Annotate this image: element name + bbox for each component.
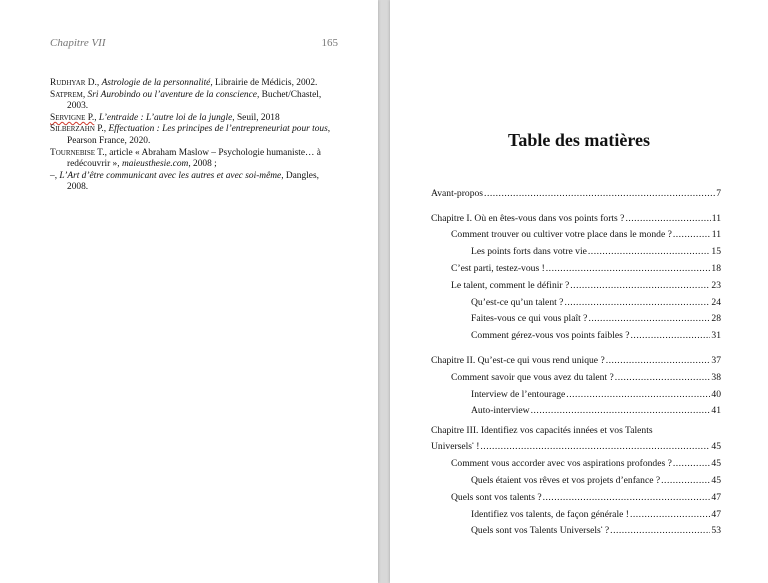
bib-title: Sri Aurobindo ou l’aventure de la conscience	[87, 89, 257, 100]
bib-title: Astrologie de la personnalité	[101, 78, 211, 88]
dot-leader	[566, 389, 710, 400]
bib-article: , article « Abraham Maslow – Psychologie humaniste… à redécouvrir »,	[67, 147, 321, 170]
toc-page: 45	[711, 474, 721, 486]
dot-leader	[625, 213, 710, 224]
bib-title: L’Art d’être communicant avec les autres et avec soi-même	[59, 170, 282, 181]
toc-page: 18	[711, 262, 721, 274]
bib-author: Tournebise T.	[50, 147, 105, 158]
toc-page: 11	[711, 229, 721, 241]
dot-leader	[615, 372, 711, 383]
bib-publisher: , Pearson France, 2020.	[67, 124, 331, 146]
toc-label: Quels sont vos Talents Universels• ?	[471, 525, 610, 537]
toc-entry[interactable]	[471, 503, 721, 520]
toc-label: Qu’est-ce qu’un talent ?	[471, 296, 564, 308]
toc-label: C’est parti, testez-vous !	[451, 262, 545, 274]
toc-entry[interactable]	[451, 452, 721, 469]
toc-page: 15	[711, 246, 721, 258]
left-page	[0, 0, 378, 583]
toc-page: 31	[711, 330, 721, 342]
toc-entry[interactable]	[471, 520, 721, 537]
bib-title: Effectuation : Les principes de l’entrepreneuriat pour tous	[108, 124, 328, 135]
toc-label: Chapitre I. Où en êtes-vous dans vos points forts ?	[431, 212, 625, 224]
bib-author: Servigne P.	[50, 112, 95, 123]
bibliography-entry	[50, 148, 342, 171]
toc-page: 37	[711, 354, 721, 366]
bib-publisher: , Librairie de Médicis, 2002.	[210, 78, 318, 88]
toc-label-line1: Chapitre III. Identifiez vos capacités innées et vos Talents	[431, 425, 653, 437]
toc-entry[interactable]	[471, 400, 721, 417]
dot-leader	[588, 313, 710, 324]
page-number: 165	[321, 37, 338, 49]
toc-page: 47	[711, 508, 721, 520]
dot-leader	[673, 229, 711, 240]
toc-entry[interactable]	[431, 207, 721, 224]
toc-entry[interactable]	[431, 182, 721, 199]
dot-leader	[673, 458, 711, 469]
toc-label: Le talent, comment le définir ?	[451, 279, 570, 291]
toc-page: 53	[711, 525, 721, 537]
bibliography-entry: Satprem, Sri Aurobindo ou l’aventure de la conscience, Buchet/Chastel, 2003.	[50, 89, 322, 112]
toc-entry[interactable]	[451, 224, 721, 241]
toc-label: Quels sont vos talents ?	[451, 491, 542, 503]
toc-entry[interactable]	[451, 366, 721, 383]
bibliography-entry: Servigne P., L’entraide : L’autre loi de la jungle, Seuil, 2018	[50, 112, 280, 123]
toc-label: Comment trouver ou cultiver votre place dans le monde ?	[451, 229, 672, 241]
right-page	[390, 0, 768, 583]
toc-page: 38	[711, 371, 721, 383]
toc-entry[interactable]	[471, 308, 721, 325]
dot-leader	[610, 525, 710, 536]
toc-label: Avant-propos	[431, 187, 484, 199]
dot-leader	[484, 188, 715, 199]
bibliography-entry: Rudhyar D., Astrologie de la personnalité, Librairie de Médicis, 2002.	[50, 78, 318, 88]
bib-author: –	[50, 170, 55, 181]
bib-publisher: , 2008 ;	[188, 159, 217, 170]
toc-label: Quels étaient vos rêves et vos projets d’enfance ?	[471, 474, 661, 486]
toc-title: Table des matières	[508, 130, 650, 150]
toc-page: 28	[711, 313, 721, 325]
dot-leader	[480, 441, 710, 452]
bib-author: Silberzahn P.	[50, 124, 104, 135]
toc-entry[interactable]	[471, 240, 721, 257]
toc-page: 45	[711, 441, 721, 453]
bibliography	[50, 78, 342, 194]
bib-publisher: , Seuil, 2018	[232, 112, 280, 123]
dot-leader	[546, 263, 711, 274]
toc-page: 11	[711, 212, 721, 224]
table-of-contents	[431, 182, 721, 536]
toc-entry[interactable]	[451, 257, 721, 274]
bib-publisher: , Buchet/Chastel, 2003.	[67, 89, 322, 112]
running-head	[50, 37, 338, 49]
toc-label: Faites-vous ce qui vous plaît ?	[471, 313, 588, 325]
toc-page: 7	[716, 187, 721, 199]
toc-entry[interactable]	[431, 349, 721, 366]
bib-author: Rudhyar D.	[50, 78, 97, 88]
toc-label: Comment gérez-vous vos points faibles ?	[471, 330, 630, 342]
toc-label: Interview de l’entourage	[471, 388, 566, 400]
toc-entry[interactable]	[471, 383, 721, 400]
dot-leader	[543, 492, 711, 503]
dot-leader	[564, 297, 710, 308]
bib-title: maieusthesie.com	[121, 159, 189, 170]
toc-entry[interactable]	[471, 469, 721, 486]
toc-page: 41	[711, 405, 721, 417]
bibliography-entry: –, L’Art d’être communicant avec les autres et avec soi-même, Dangles, 2008.	[50, 170, 319, 193]
toc-label: Comment savoir que vous avez du talent ?	[451, 371, 614, 383]
dot-leader	[531, 405, 711, 416]
dot-leader	[606, 355, 711, 366]
toc-page: 45	[711, 458, 721, 470]
dot-leader	[630, 509, 710, 520]
toc-entry[interactable]	[451, 486, 721, 503]
toc-page: 40	[711, 388, 721, 400]
toc-page: 47	[711, 491, 721, 503]
toc-entry[interactable]	[471, 324, 721, 341]
toc-label: Comment vous accorder avec vos aspirations profondes ?	[451, 458, 672, 470]
dot-leader	[661, 475, 710, 486]
chapter-label: Chapitre VII	[50, 37, 106, 49]
toc-entry[interactable]	[431, 424, 721, 452]
toc-entry[interactable]	[451, 274, 721, 291]
toc-label: Chapitre II. Qu’est-ce qui vous rend unique ?	[431, 354, 605, 366]
toc-page: 24	[711, 296, 721, 308]
dot-leader	[631, 330, 711, 341]
toc-label: Les points forts dans votre vie	[471, 246, 587, 258]
dot-leader	[570, 280, 710, 291]
toc-label: Universels• !	[431, 441, 480, 453]
toc-page: 23	[711, 279, 721, 291]
bib-title: L’entraide : L’autre loi de la jungle	[98, 112, 233, 123]
toc-label: Auto-interview	[471, 405, 530, 417]
toc-entry[interactable]	[471, 291, 721, 308]
dot-leader	[588, 246, 711, 257]
bibliography-entry: Silberzahn P., Effectuation : Les principes de l’entrepreneuriat pour tous, Pearson France, 2020.	[50, 124, 331, 146]
bib-publisher: , Dangles, 2008.	[67, 170, 319, 193]
bib-author: Satprem	[50, 89, 83, 100]
toc-label: Identifiez vos talents, de façon générale !	[471, 508, 629, 520]
